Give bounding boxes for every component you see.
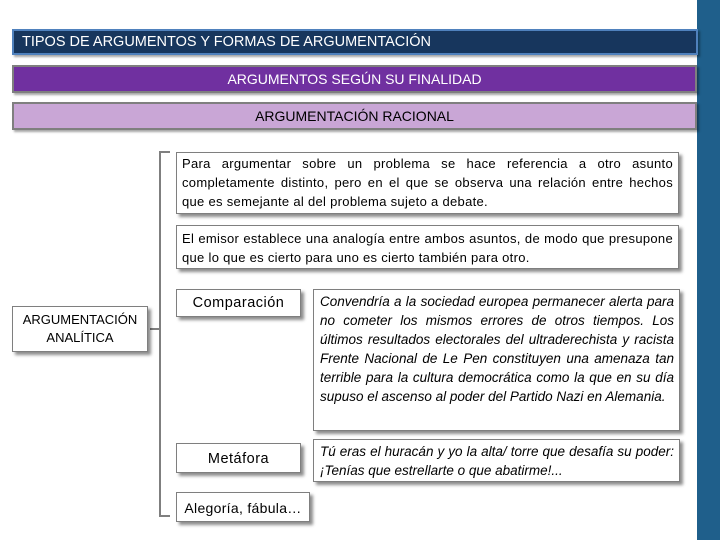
example-comparacion: Convendría a la sociedad europea permanecer alerta para no cometer los mismos errores de otros tiempos. Los últimos resultados electorales del ultraderechista y racista Frente Nacional de Le Pen constituyen una amenaza tan terrible para la cultura democrática como la que en su día supuso el ascenso al poder del Partido Nazi en Alemania.	[313, 289, 680, 431]
form-comparacion: Comparación	[176, 289, 301, 317]
bracket-upper	[160, 152, 170, 516]
form-alegoria: Alegoría, fábula…	[176, 492, 310, 522]
page-title: TIPOS DE ARGUMENTOS Y FORMAS DE ARGUMENTACIÓN	[12, 29, 698, 55]
description-box-2: El emisor establece una analogía entre ambos asuntos, de modo que presupone que lo que es cierto para uno es cierto también para otro.	[176, 225, 679, 269]
example-metafora: Tú eras el huracán y yo la alta/ torre que desafía su poder: ¡Tenías que estrellarte o que abatirme!...	[313, 439, 680, 482]
form-metafora: Metáfora	[176, 443, 301, 473]
section-band-racional: ARGUMENTACIÓN RACIONAL	[12, 102, 697, 130]
section-band-finalidad: ARGUMENTOS SEGÚN SU FINALIDAD	[12, 65, 697, 93]
description-box-1: Para argumentar sobre un problema se hace referencia a otro asunto completamente distinto, pero en el que se observa una relación entre hechos que es semejante al del problema sujeto a debate.	[176, 152, 679, 214]
node-argumentacion-analitica: ARGUMENTACIÓN ANALÍTICA	[12, 306, 148, 352]
